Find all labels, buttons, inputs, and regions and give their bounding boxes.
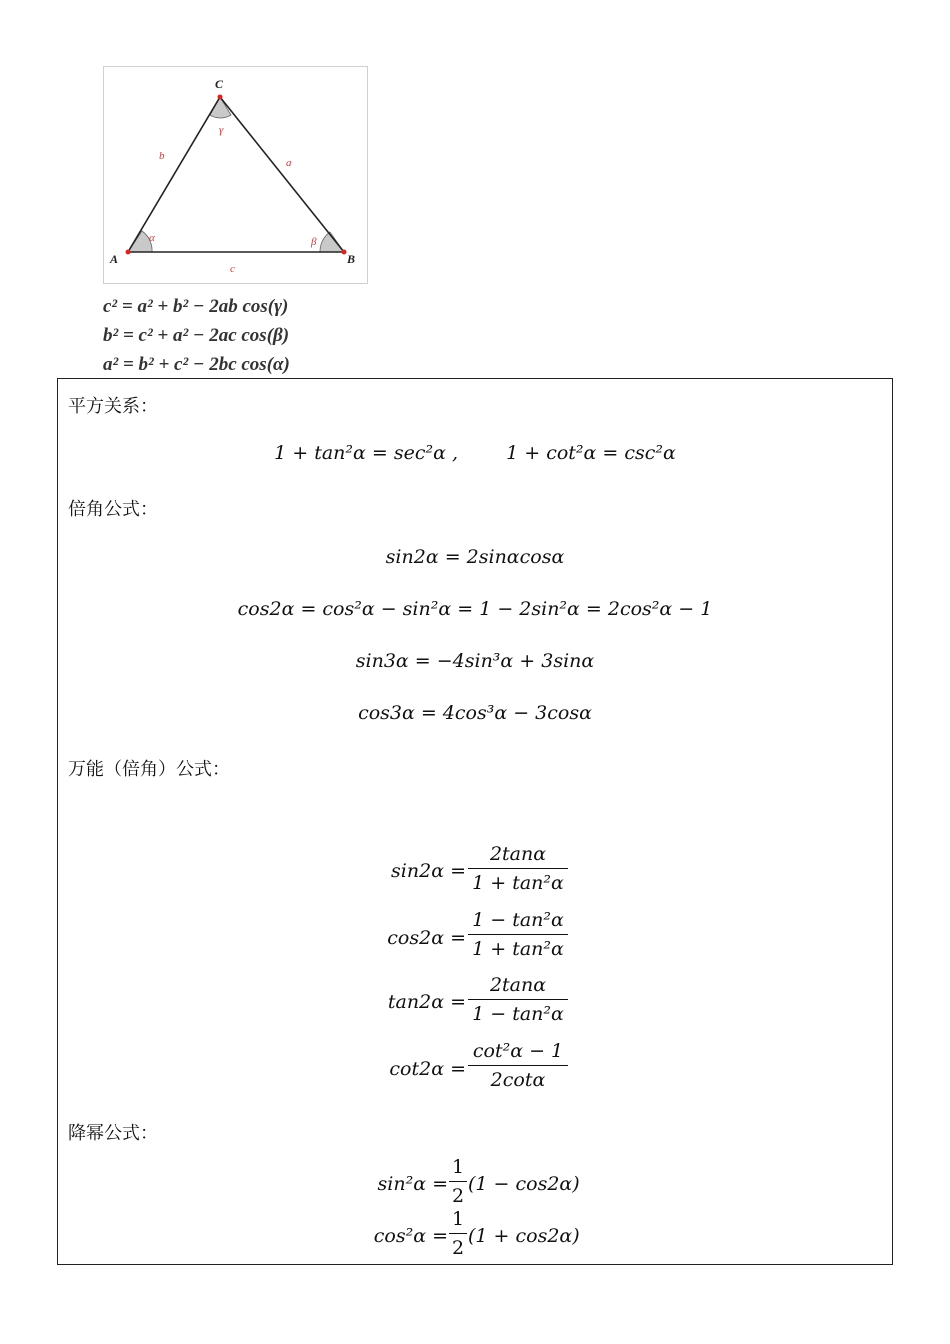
universal-cos2-frac xyxy=(468,909,568,960)
universal-sin2-num: 2tanα xyxy=(489,843,547,865)
angle-beta-label: β xyxy=(311,236,317,248)
universal-cos2-den: 1 + tan²α xyxy=(472,938,564,960)
eq-cos2: cos2α = cos²α − sin²α = 1 − 2sin²α = 2cos²α − 1 xyxy=(237,598,713,620)
eq-square-left: 1 + tan²α = sec²α , xyxy=(274,442,459,464)
vertex-a-point xyxy=(126,250,131,255)
angle-beta-wedge xyxy=(320,232,344,252)
universal-tan2-den: 1 − tan²α xyxy=(472,1003,564,1025)
heading-power-reduction: 降幂公式： xyxy=(68,1123,158,1144)
cosine-law-b: b² = c² + a² − 2ac cos(β) xyxy=(103,325,290,346)
universal-cos2-num: 1 − tan²α xyxy=(472,909,564,931)
power-sin-frac xyxy=(449,1156,467,1207)
side-c-label: c xyxy=(230,263,235,275)
cosine-law-a: a² = b² + c² − 2bc cos(α) xyxy=(103,354,290,375)
side-b-line xyxy=(128,97,220,252)
vertex-c-label: C xyxy=(215,77,224,91)
triangle-figure xyxy=(103,66,368,284)
power-sin-num: 1 xyxy=(451,1156,465,1178)
side-a-label: a xyxy=(286,157,292,169)
eq-sin3: sin3α = −4sin³α + 3sinα xyxy=(355,650,595,672)
vertex-c-point xyxy=(218,95,223,100)
universal-sin2-frac xyxy=(468,843,568,894)
power-cos-rhs: (1 + cos2α) xyxy=(468,1225,580,1247)
universal-cot2-frac xyxy=(468,1040,568,1091)
universal-cot2-num: cot²α − 1 xyxy=(472,1040,564,1062)
eq-cos3: cos3α = 4cos³α − 3cosα xyxy=(358,702,592,724)
universal-tan2-frac xyxy=(468,974,568,1025)
power-cos-den: 2 xyxy=(451,1237,465,1259)
heading-universal: 万能（倍角）公式： xyxy=(68,759,230,780)
universal-sin2-den: 1 + tan²α xyxy=(472,872,564,894)
eq-sin2: sin2α = 2sinαcosα xyxy=(385,546,565,568)
universal-cot2-den: 2cotα xyxy=(490,1069,546,1091)
vertex-a-label: A xyxy=(110,252,119,266)
power-cos-num: 1 xyxy=(451,1208,465,1230)
vertex-b-point xyxy=(342,250,347,255)
triangle-diagram xyxy=(104,67,369,285)
universal-tan2-num: 2tanα xyxy=(489,974,547,996)
cosine-law-c: c² = a² + b² − 2ab cos(γ) xyxy=(103,296,289,317)
eq-square-relation xyxy=(0,442,950,464)
eq-square-right: 1 + cot²α = csc²α xyxy=(506,442,676,464)
side-b-label: b xyxy=(159,150,165,162)
angle-alpha-label: α xyxy=(149,232,155,244)
angle-gamma-label: γ xyxy=(219,124,224,136)
side-a-line xyxy=(220,97,344,252)
heading-square-relation: 平方关系： xyxy=(68,396,158,417)
power-sin-rhs: (1 − cos2α) xyxy=(468,1173,580,1195)
power-sin-den: 2 xyxy=(451,1185,465,1207)
formula-box xyxy=(57,378,893,1265)
vertex-b-label: B xyxy=(347,252,356,266)
power-cos-frac xyxy=(449,1208,467,1259)
heading-double-angle: 倍角公式： xyxy=(68,499,158,520)
